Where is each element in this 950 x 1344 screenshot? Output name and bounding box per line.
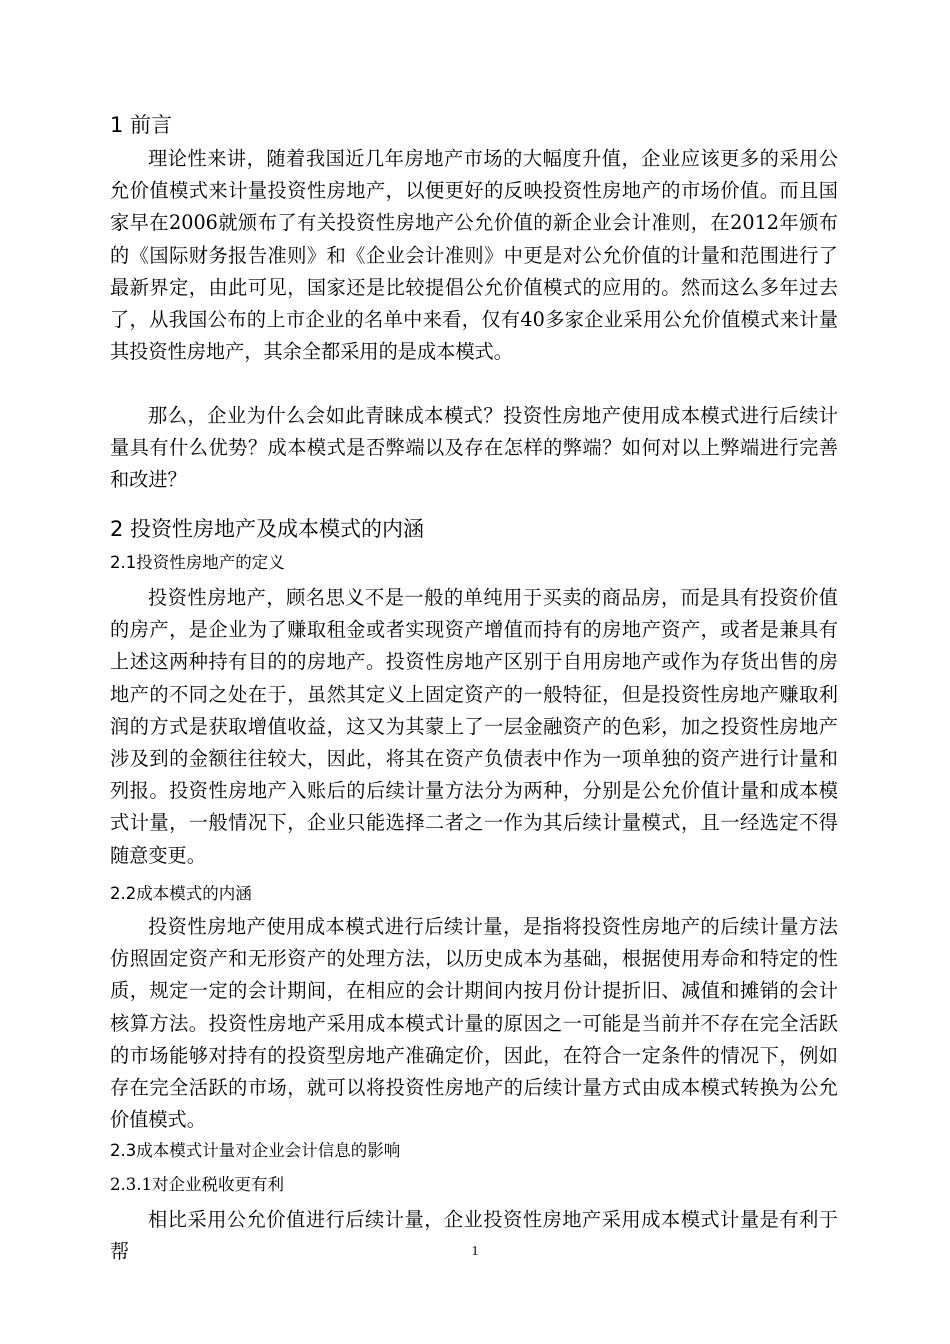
section-1-paragraph-2: 那么，企业为什么会如此青睐成本模式？投资性房地产使用成本模式进行后续计量具有什么优势？成本模式是否弊端以及存在怎样的弊端？如何对以上弊端进行完善和改进？ — [110, 404, 838, 492]
section-2-3-1-heading: 2.3.1对企业税收更有利 — [110, 1175, 284, 1194]
section-1-paragraph-1: 理论性来讲，随着我国近几年房地产市场的大幅度升值，企业应该更多的采用公允价值模式来计量投资性房地产，以便更好的反映投资性房地产的市场价值。而且国家早在2006就颁布了有关投资性房地产公允价值的新企业会计准则，在2012年颁布的《国际财务报告准则》和《企业会计准则》中更是对公允价值的计量和范围进行了最新界定，由此可见，国家还是比较提倡公允价值模式的应用的。然而这么多年过去了，从我国公布的上市企业的名单中来看，仅有40多家企业采用公允价值模式来计量其投资性房地产，其余全都采用的是成本模式。 — [110, 147, 838, 364]
section-2-2-paragraph: 投资性房地产使用成本模式进行后续计量，是指将投资性房地产的后续计量方法仿照固定资产和无形资产的处理方法，以历史成本为基础，根据使用寿命和特定的性质，规定一定的会计期间，在相应的会计期间内按月份计提折旧、减值和摊销的会计核算方法。投资性房地产采用成本模式计量的原因之一可能是当前并不存在完全活跃的市场能够对持有的投资型房地产准确定价，因此，在符合一定条件的情况下，例如存在完全活跃的市场，就可以将投资性房地产的后续计量方式由成本模式转换为公允价值模式。 — [110, 915, 838, 1132]
section-2-2-heading: 2.2成本模式的内涵 — [110, 884, 252, 903]
section-2-heading: 2 投资性房地产及成本模式的内涵 — [110, 517, 425, 541]
section-2-1-paragraph: 投资性房地产，顾名思义不是一般的单纯用于买卖的商品房，而是具有投资价值的房产，是企业为了赚取租金或者实现资产增值而持有的房地产资产，或者是兼具有上述这两种持有目的的房地产。投资性房地产区别于自用房地产或作为存货出售的房地产的不同之处在于，虽然其定义上固定资产的一般特征，但是投资性房地产赚取利润的方式是获取增值收益，这又为其蒙上了一层金融资产的色彩，加之投资性房地产涉及到的金额往往较大，因此，将其在资产负债表中作为一项单独的资产进行计量和列报。投资性房地产入账后的后续计量方法分为两种，分别是公允价值计量和成本模式计量，一般情况下，企业只能选择二者之一作为其后续计量模式，且一经选定不得随意变更。 — [110, 586, 838, 867]
section-2-3-heading: 2.3成本模式计量对企业会计信息的影响 — [110, 1141, 401, 1160]
section-2-3-1-paragraph: 相比采用公允价值进行后续计量，企业投资性房地产采用成本模式计量是有利于帮 — [110, 1208, 838, 1264]
page-number: 1 — [471, 1244, 479, 1259]
section-1-heading: 1 前言 — [110, 113, 173, 137]
section-2-1-heading: 2.1投资性房地产的定义 — [110, 553, 285, 572]
